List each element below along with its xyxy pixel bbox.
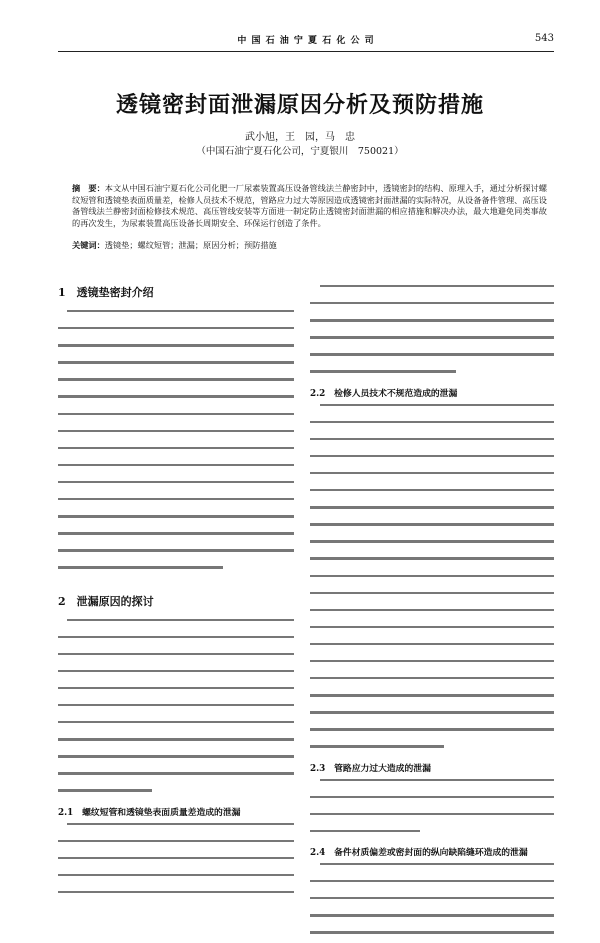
abstract-label: 摘 要： bbox=[72, 183, 105, 193]
section-2-3-heading: 2.3 管路应力过大造成的泄漏 bbox=[310, 763, 431, 774]
section-2-heading: 2 泄漏原因的探讨 bbox=[58, 594, 154, 608]
section-1-heading: 1 透镜垫密封介绍 bbox=[58, 286, 154, 299]
right-column bbox=[310, 280, 554, 943]
authors: 武小旭，王 园，马 忠 bbox=[245, 132, 355, 143]
article-title: 透镜密封面泄漏原因分析及预防措施 bbox=[115, 92, 484, 118]
section-2-4-heading: 2.4 备件材质偏差或密封面的纵向缺陷缝环造成的泄漏 bbox=[310, 847, 528, 858]
keywords-text: 透镜垫；螺纹短管；泄漏；原因分析；预防措施 bbox=[104, 240, 277, 250]
running-header bbox=[58, 33, 554, 49]
page-number: 543 bbox=[534, 33, 554, 44]
keywords bbox=[72, 240, 554, 251]
header-rule bbox=[58, 51, 554, 52]
abstract bbox=[72, 183, 554, 229]
section-2-1-heading: 2.1 螺纹短管和透镜垫表面质量差造成的泄漏 bbox=[58, 807, 241, 818]
left-column bbox=[58, 280, 294, 903]
journal-name: 中 国 石 油 宁 夏 石 化 公 司 bbox=[237, 36, 375, 46]
keywords-label: 关键词： bbox=[72, 240, 105, 250]
affiliation: （中国石油宁夏石化公司，宁夏银川 750021） bbox=[196, 146, 404, 157]
section-2-2-heading: 2.2 检修人员技术不规范造成的泄漏 bbox=[310, 388, 458, 399]
abstract-text: 本文从中国石油宁夏石化公司化肥一厂尿素装置高压设备管线法兰静密封中，透镜密封的结构、原理入手，通过分析探讨螺纹短管和透镜垫表面质量差，检修人员技术不规范，管路应力过大等原因造成透镜密封面泄漏的实际特况，从设备备件管理、高压设备管线法兰静密封面检修技术规范、高压管线安装等方面进一制定防止透镜密封面泄漏的相应措施和解决办法，最大地避免同类事故的再次发生，为尿素装置高压设备长周期安全、环保运行创造了条件。 bbox=[72, 183, 547, 228]
